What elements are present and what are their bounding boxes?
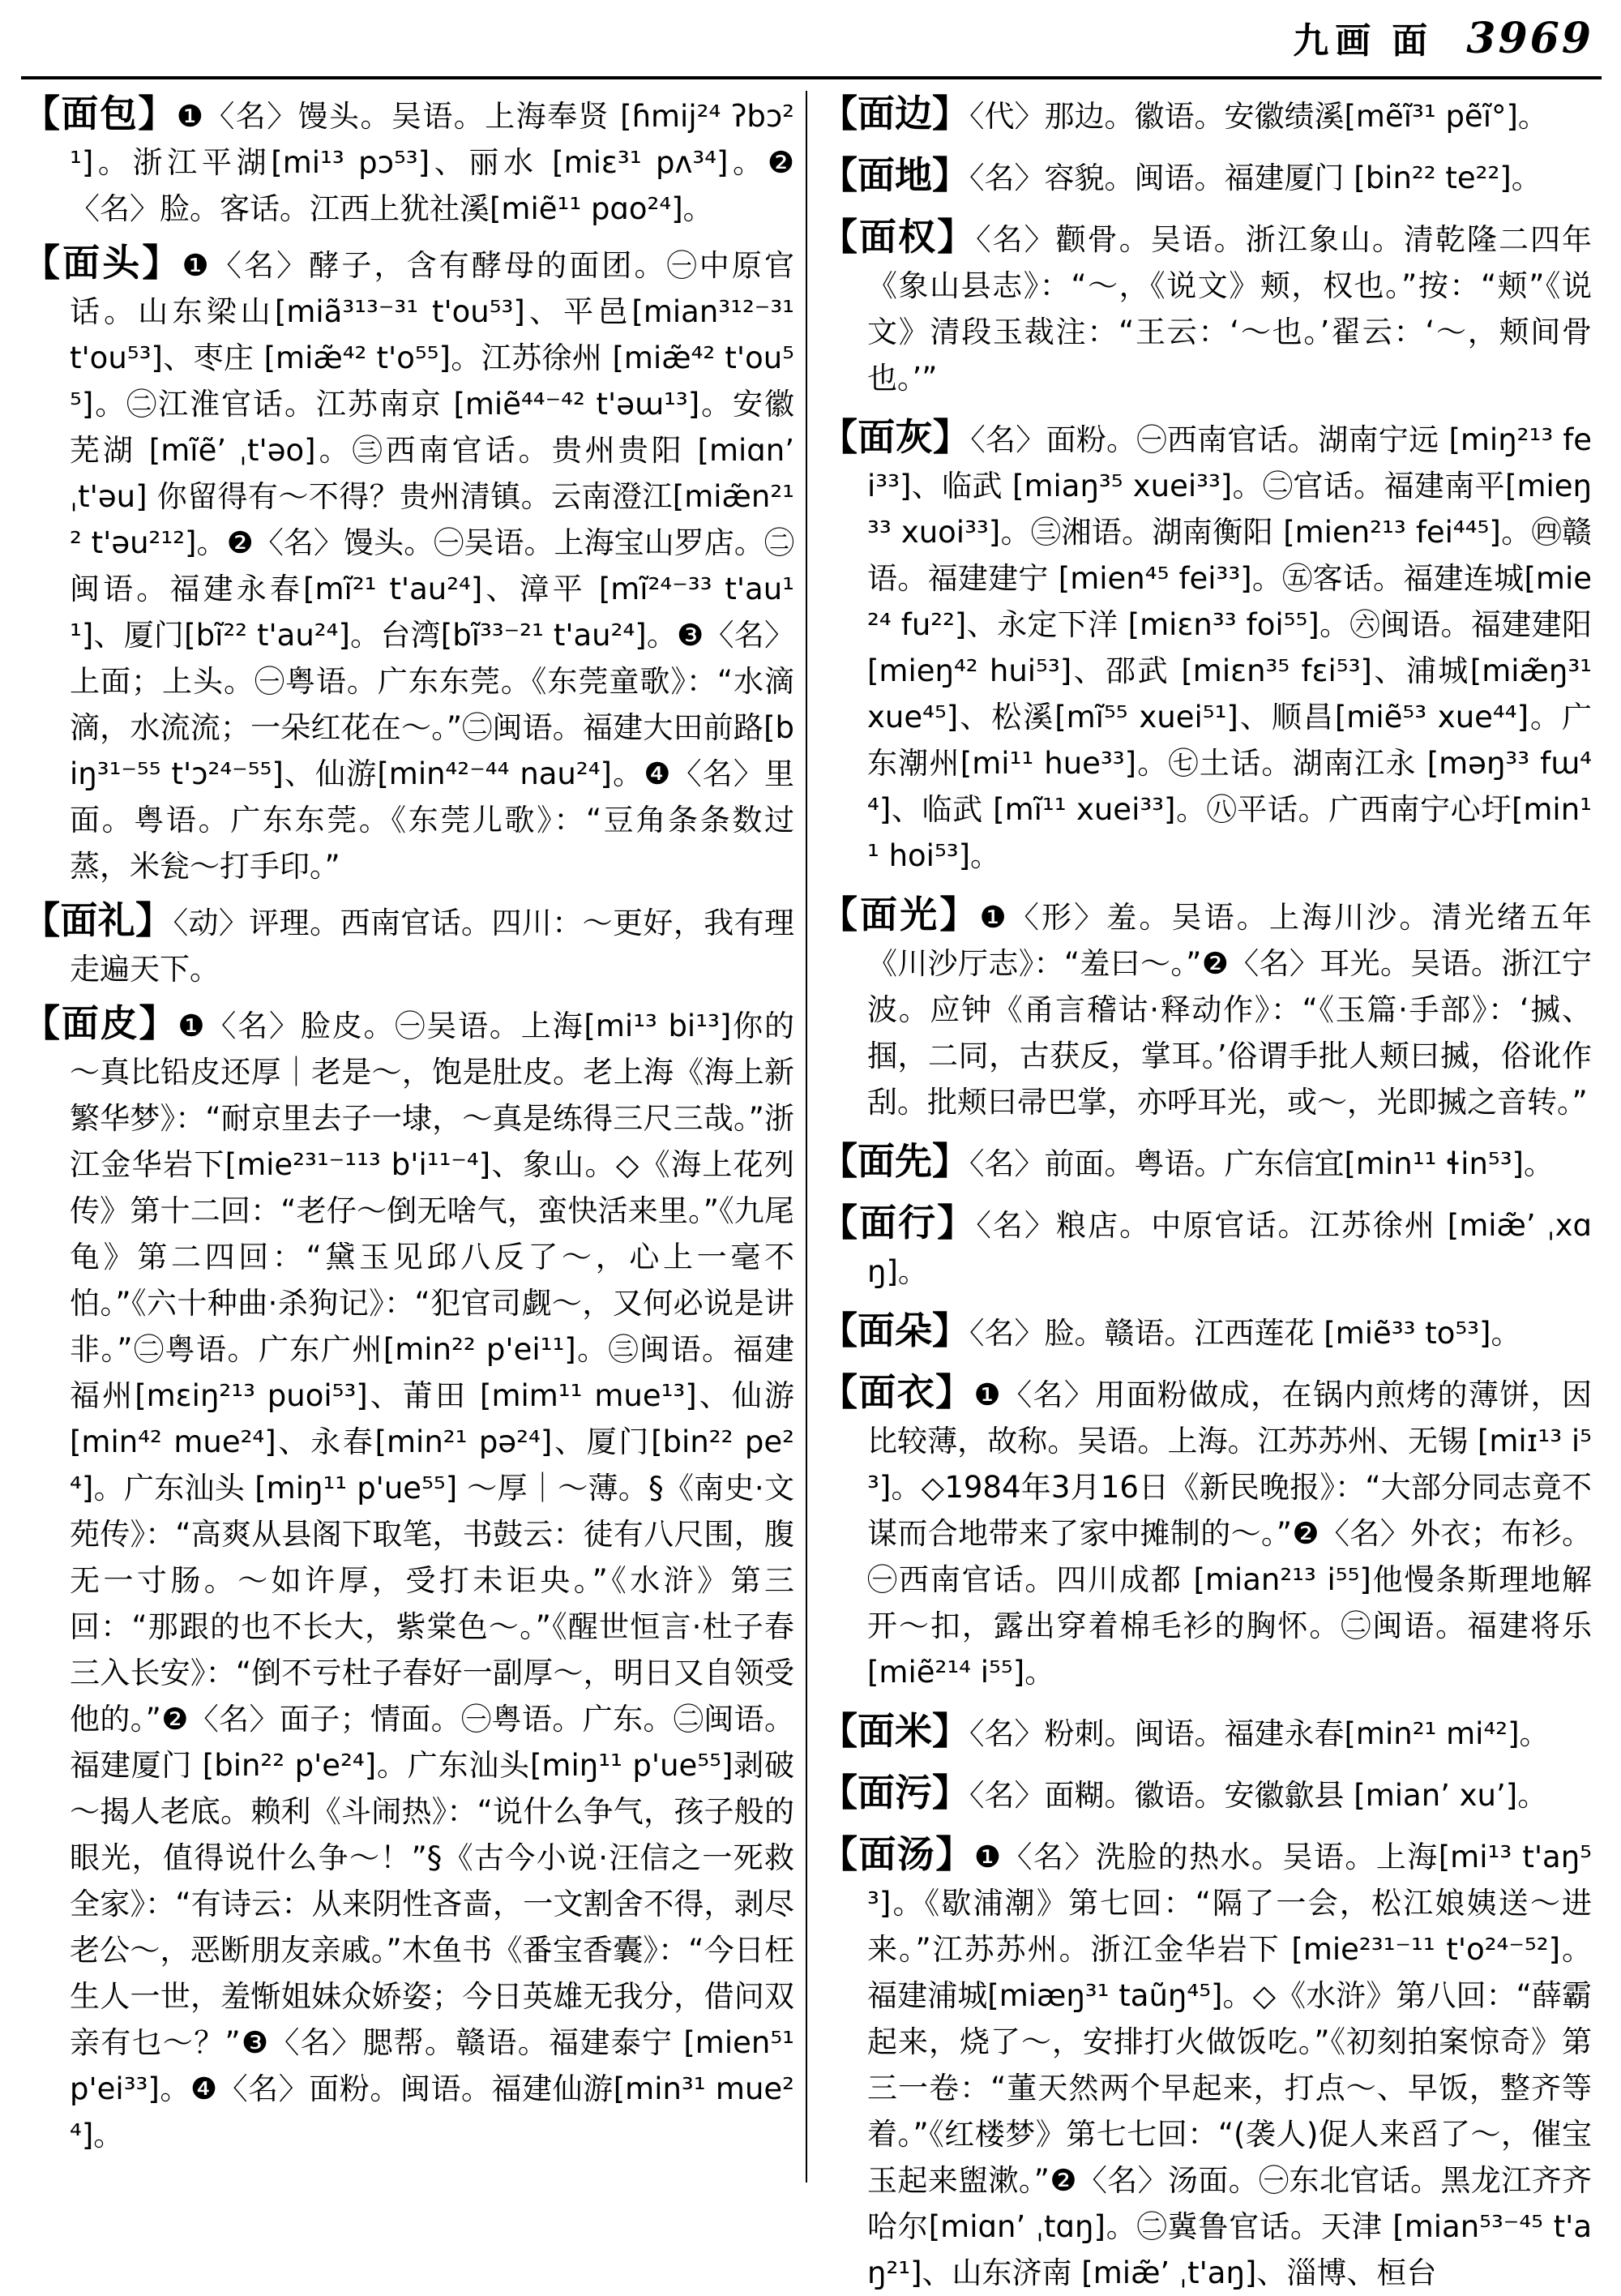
entry-body: ❶〈名〉用面粉做成，在锅内煎烤的薄饼，因比较薄，故称。吴语。上海。江苏苏州、无锡 [miɪ¹³ i⁵³]。◇1984年3月16日《新民晚报》：“大部分同志竟不谋而合地带来了家中摊制的～。”❷〈名〉外衣；布衫。㊀西南官话。四川成都 [mian²¹³ i⁵⁵]他慢条斯理地解开～扣，露出穿着棉毛衫的胸怀。㊁闽语。福建将乐[miẽ²¹⁴ i⁵⁵]。 [867, 1377, 1593, 1690]
entry-headword: 【面朵】 [820, 1309, 969, 1352]
entry-body: 〈代〉那边。徽语。安徽绩溪[mẽĩ³¹ pẽĩ°]。 [969, 99, 1548, 134]
entry-headword: 【面行】 [820, 1201, 977, 1244]
dictionary-entry-mianmi [820, 1708, 1592, 1757]
entry-headword: 【面礼】 [23, 898, 173, 942]
text-columns [23, 91, 1593, 2290]
dictionary-entry-mianhang [820, 1200, 1592, 1295]
running-head [1293, 11, 1593, 63]
entry-body: ❶〈名〉脸皮。㊀吴语。上海[mi¹³ bi¹³]你的～真比铅皮还厚｜老是～，饱是肚皮。老上海《海上新繁华梦》：“耐京里去子一埭，～真是练得三尺三哉。”浙江金华岩下[mie²³¹⁻¹¹³ b'i¹¹⁻⁴]、象山。◇《海上花列传》第十二回：“老仔～倒无啥气，蛮快活来里。”《九尾龟》第二四回：“黛玉见邱八反了～，心上一毫不怕。”《六十种曲·杀狗记》：“犯官司觑～，又何必说是讲非。”㊁粤语。广东广州[min²² p'ei¹¹]。㊂闽语。福建福州[mɛiŋ²¹³ puoi⁵³]、莆田 [mim¹¹ mue¹³]、仙游[min⁴² mue²⁴]、永春[min²¹ pə²⁴]、厦门[bin²² pe²⁴]。广东汕头 [miŋ¹¹ p'ue⁵⁵] ～厚｜～薄。§《南史·文苑传》：“高爽从县阁下取笔，书鼓云：徒有八尺围，腹无一寸肠。～如许厚，受打未讵央。”《水浒》第三回：“那跟的也不长大，紫棠色～。”《醒世恒言·杜子春三入长安》：“倒不亏杜子春好一副厚～，明日又自领受他的。”❷〈名〉面子；情面。㊀粤语。广东。㊁闽语。福建厦门 [bin²² p'e²⁴]。广东汕头[miŋ¹¹ p'ue⁵⁵]剥破～揭人老底。赖利《斗闹热》：“说什么争气，孩子般的眼光，值得说什么争～！”§《古今小说·汪信之一死救全家》：“有诗云：从来阴性吝啬，一文割舍不得，剥尽老公～，恶断朋友亲戚。”木鱼书《番宝香囊》：“今日枉生人一世，羞惭姐妹众娇姿；今日英雄无我分，借问双亲有乜～？”❸〈名〉腮帮。赣语。福建泰宁 [mien⁵¹ p'ei³³]。❹〈名〉面粉。闽语。福建仙游[min³¹ mue²⁴]。 [70, 1009, 794, 2152]
entry-headword: 【面光】 [820, 893, 980, 936]
entry-body: 〈名〉颧骨。吴语。浙江象山。清乾隆二四年《象山县志》：“～，《说文》颊，权也。”按：“颊”《说文》清段玉裁注：“王云：‘～也。’翟云：‘～，颊间骨也。’” [867, 222, 1593, 396]
entry-headword: 【面污】 [820, 1771, 969, 1814]
page-number: 3969 [1466, 14, 1593, 63]
entry-headword: 【面灰】 [820, 415, 971, 459]
entry-headword: 【面头】 [23, 241, 182, 285]
entry-body: ❶〈名〉酵子，含有酵母的面团。㊀中原官话。山东梁山[miã³¹³⁻³¹ t'ou⁵³]、平邑[mian³¹²⁻³¹ t'ou⁵³]、枣庄 [miæ̃⁴² t'o⁵⁵]。江苏徐州 [miæ̃⁴² t'ou⁵⁵]。㊁江淮官话。江苏南京 [miẽ⁴⁴⁻⁴² t'əɯ¹³]。安徽芜湖 [mĩẽʼ ˌt'əo]。㊂西南官话。贵州贵阳 [miɑnʼ ˌt'əu] 你留得有～不得？贵州清镇。云南澄江[miæ̃n²¹² t'əu²¹²]。❷〈名〉馒头。㊀吴语。上海宝山罗店。㊁闽语。福建永春[mĩ²¹ t'au²⁴]、漳平 [mĩ²⁴⁻³³ t'au¹¹]、厦门[bĩ²² t'au²⁴]。台湾[bĩ³³⁻²¹ t'au²⁴]。❸〈名〉上面；上头。㊀粤语。广东东莞。《东莞童歌》：“水滴滴，水流流；一朵红花在～。”㊁闽语。福建大田前路[biŋ³¹⁻⁵⁵ t'ɔ²⁴⁻⁵⁵]、仙游[min⁴²⁻⁴⁴ nau²⁴]。❹〈名〉里面。粤语。广东东莞。《东莞儿歌》：“豆角条条数过蒸，米瓮～打手印。” [70, 248, 794, 884]
entry-headword: 【面边】 [820, 92, 969, 135]
entry-body: ❶〈名〉馒头。吴语。上海奉贤 [ɦmij²⁴ ʔbɔ²¹]。浙江平湖[mi¹³ pɔ⁵³]、丽水 [miɛ³¹ pʌ³⁴]。❷〈名〉脸。客话。江西上犹社溪[miẽ¹¹ pɑo²⁴]。 [70, 99, 795, 226]
header-radical: 面 [1392, 20, 1435, 62]
entry-body: ❶〈名〉洗脸的热水。吴语。上海[mi¹³ t'aŋ⁵³]。《歇浦潮》第七回：“隔了一会，松江娘姨送～进来。”江苏苏州。浙江金华岩下 [mie²³¹⁻¹¹ t'o²⁴⁻⁵²]。福建浦城[miæŋ³¹ taũŋ⁴⁵]。◇《水浒》第八回：“薛霸起来，烧了～，安排打火做饭吃。”《初刻拍案惊奇》第三一卷：“董天然两个早起来，打点～、早饭，整齐等着。”《红楼梦》第七七回：“(袭人)促人来舀了～，催宝玉起来盥漱。”❷〈名〉汤面。㊀东北官话。黑龙江齐齐哈尔[miɑnʼ ˌtɑŋ]。㊁冀鲁官话。天津 [mian⁵³⁻⁴⁵ t'aŋ²¹]、山东济南 [miæ̃ʼ ˌt'aŋ]、淄博、桓台 [867, 1840, 1592, 2290]
entry-headword: 【面汤】 [820, 1832, 974, 1876]
entry-body: 〈动〉评理。西南官话。四川：～更好，我有理走遍天下。 [70, 906, 795, 987]
header-rule [21, 76, 1602, 79]
entry-body: 〈名〉容貌。闽语。福建厦门 [bin²² te²²]。 [969, 161, 1542, 195]
dictionary-entry-mianbao [23, 91, 794, 232]
dictionary-entry-mianyi [820, 1369, 1592, 1695]
entry-body: 〈名〉面糊。徽语。安徽歙县 [mianʼ xuʼ]。 [969, 1778, 1548, 1813]
right-column [820, 91, 1593, 2290]
dictionary-entry-miantou [23, 240, 794, 889]
header-stroke-section: 九画 [1293, 20, 1378, 62]
left-column [23, 91, 794, 2182]
entry-headword: 【面衣】 [820, 1370, 974, 1414]
dictionary-entry-mianbian [820, 91, 1592, 139]
column-divider [806, 91, 807, 2182]
dictionary-entry-miandi [820, 152, 1592, 201]
entry-headword: 【面权】 [820, 215, 977, 259]
dictionary-entry-mianpi [23, 1000, 794, 2158]
entry-headword: 【面米】 [820, 1709, 969, 1753]
dictionary-entry-mianli [23, 897, 794, 992]
dictionary-entry-mianhui [820, 414, 1592, 879]
entry-headword: 【面皮】 [23, 1001, 178, 1045]
dictionary-entry-mianwu [820, 1770, 1592, 1818]
dictionary-entry-miantang [820, 1831, 1592, 2296]
entry-body: ❶〈形〉羞。吴语。上海川沙。清光绪五年《川沙厅志》：“羞曰～。”❷〈名〉耳光。吴语。浙江宁波。应钟《甬言稽诂·释动作》：“《玉篇·手部》：‘搣、掴，二同，古获反，掌耳。’俗谓手批人颊曰搣，俗讹作刮。批颊曰帚巴掌，亦呼耳光，或～，光即搣之音转。” [867, 900, 1592, 1120]
dictionary-entry-mianquan [820, 214, 1592, 401]
entry-body: 〈名〉前面。粤语。广东信宜[min¹¹ ɬin⁵³]。 [969, 1146, 1554, 1181]
entry-headword: 【面地】 [820, 153, 969, 197]
dictionary-entry-mianxian [820, 1138, 1592, 1187]
dictionary-entry-mianduo [820, 1308, 1592, 1356]
entry-body: 〈名〉面粉。㊀西南官话。湖南宁远 [miŋ²¹³ fei³³]、临武 [miaŋ³⁵ xuei³³]。㊁官话。福建南平[mieŋ³³ xuoi³³]。㊂湘语。湖南衡阳 [mien²¹³ fei⁴⁴⁵]。㊃赣语。福建建宁 [mien⁴⁵ fei³³]。㊄客话。福建连城[mie²⁴ fu²²]、永定下洋 [miɛn³³ foi⁵⁵]。㊅闽语。福建建阳[mieŋ⁴² hui⁵³]、邵武 [miɛn³⁵ fɛi⁵³]、浦城[miæ̃ŋ³¹ xue⁴⁵]、松溪[mĩ⁵⁵ xuei⁵¹]、顺昌[miẽ⁵³ xue⁴⁴]。广东潮州[mi¹¹ hue³³]。㊆土话。湖南江永 [məŋ³³ fɯ⁴⁴]、临武 [mĩ¹¹ xuei³³]。㊇平话。广西南宁心圩[min¹¹ hoi⁵³]。 [867, 422, 1592, 873]
entry-headword: 【面先】 [820, 1139, 969, 1183]
entry-body: 〈名〉粮店。中原官话。江苏徐州 [miæ̃ʼ ˌxɑŋ]。 [867, 1208, 1593, 1289]
dictionary-entry-mianguang [820, 892, 1592, 1125]
entry-body: 〈名〉粉刺。闽语。福建永春[min²¹ mi⁴²]。 [969, 1716, 1550, 1751]
entry-body: 〈名〉脸。赣语。江西莲花 [miẽ³³ to⁵³]。 [969, 1316, 1521, 1351]
entry-headword: 【面包】 [23, 92, 177, 135]
